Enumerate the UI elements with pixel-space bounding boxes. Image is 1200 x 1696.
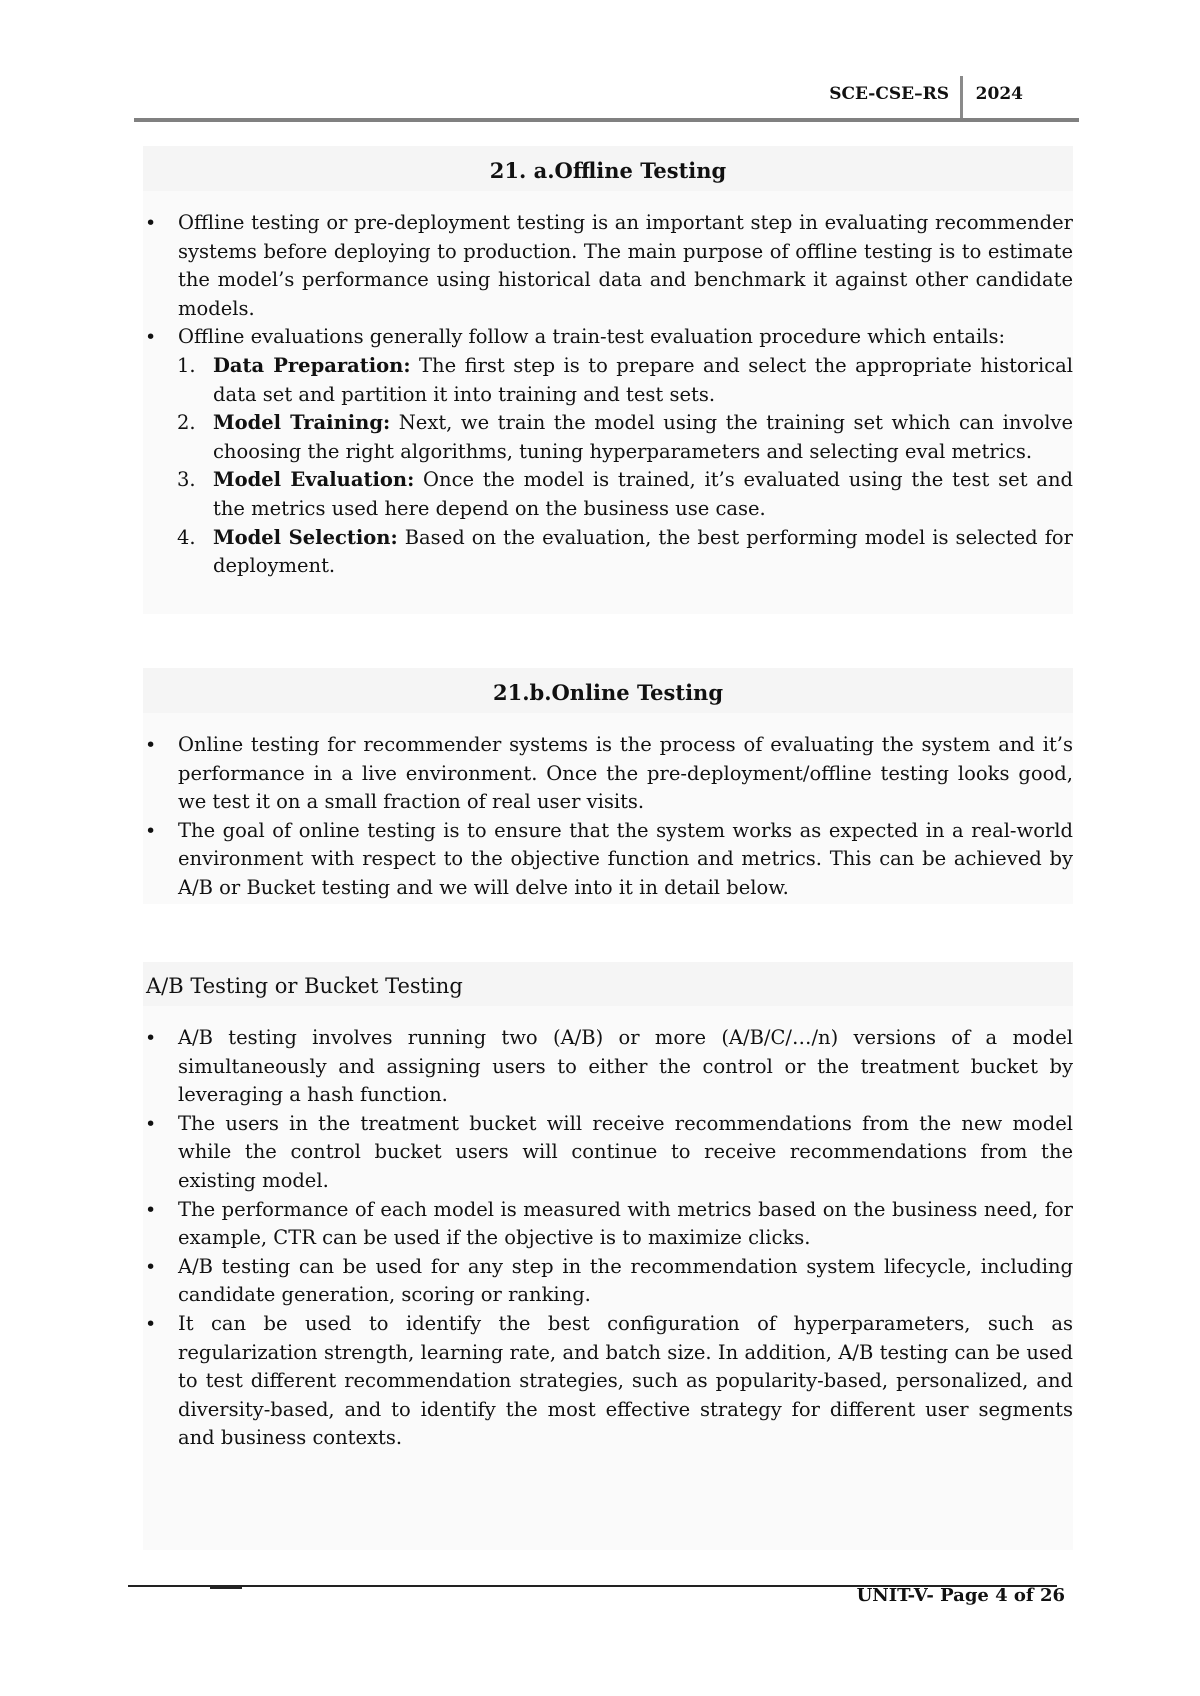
list-item: • A/B testing involves running two (A/B) or more (A/B/C/…/n) versions of a model simultaneously and assigning users to either the control or the treatment bucket by leveraging a hash function.: [178, 1024, 1073, 1110]
list-item: • It can be used to identify the best configuration of hyperparameters, such as regularization strength, learning rate, and batch size. In addition, A/B testing can be used to test different recommendation strategies, such as popularity-based, personalized, and diversity-based, and to identify the most effective strategy for different user segments and business contexts.: [178, 1310, 1073, 1453]
online-testing-section: [143, 668, 1073, 904]
offline-testing-heading: 21. a.Offline Testing: [143, 146, 1073, 191]
step-text: The first step is to prepare and select the appropriate historical data set and partition it into training and test sets.: [213, 353, 1073, 406]
online-bullet-list: [143, 731, 1073, 903]
page-number: UNIT-V- Page 4 of 26: [856, 1585, 1065, 1606]
online-testing-heading: 21.b.Online Testing: [143, 668, 1073, 713]
step-number: 3.: [177, 468, 196, 492]
step-item: [177, 466, 1073, 523]
step-text: Once the model is trained, it’s evaluated using the test set and the metrics used here depend on the business use case.: [213, 468, 1073, 520]
list-item: • Offline testing or pre-deployment testing is an important step in evaluating recommender systems before deploying to production. The main purpose of offline testing is to estimate the model’s performance using historical data and benchmark it against other candidate models.: [178, 209, 1073, 323]
list-item: • The goal of online testing is to ensure that the system works as expected in a real-world environment with respect to the objective function and metrics. This can be achieved by A/B or Bucket testing and we will delve into it in detail below.: [178, 817, 1073, 903]
list-item: [178, 323, 1073, 580]
step-number: 2.: [177, 411, 196, 435]
ab-testing-heading: A/B Testing or Bucket Testing: [143, 962, 1073, 1006]
header-year: 2024: [975, 84, 1023, 104]
list-item: • The performance of each model is measured with metrics based on the business need, for example, CTR can be used if the objective is to maximize clicks.: [178, 1196, 1073, 1253]
list-item-text: Offline evaluations generally follow a train-test evaluation procedure which entails:: [178, 325, 1006, 349]
step-term: Model Training:: [213, 411, 391, 435]
offline-bullet-list: [143, 209, 1073, 581]
evaluation-steps-list: [178, 352, 1073, 581]
step-item: [177, 524, 1073, 581]
ab-testing-section: [143, 962, 1073, 1550]
offline-testing-section: [143, 146, 1073, 614]
header-divider: [960, 76, 963, 118]
step-term: Data Preparation:: [213, 353, 411, 377]
step-term: Model Evaluation:: [213, 468, 415, 492]
list-item: • Online testing for recommender systems is the process of evaluating the system and it’s performance in a live environment. Once the pre-deployment/offline testing looks good, we test it on a small fraction of real user visits.: [178, 731, 1073, 817]
page-header: [134, 78, 1079, 116]
step-text: Based on the evaluation, the best performing model is selected for deployment.: [213, 525, 1073, 578]
list-item: • A/B testing can be used for any step in the recommendation system lifecycle, including candidate generation, scoring or ranking.: [178, 1253, 1073, 1310]
step-item: [177, 409, 1073, 466]
list-item: • The users in the treatment bucket will receive recommendations from the new model while the control bucket users will continue to receive recommendations from the existing model.: [178, 1110, 1073, 1196]
header-rule: [134, 118, 1079, 122]
step-text: Next, we train the model using the training set which can involve choosing the right algorithms, tuning hyperparameters and selecting eval metrics.: [213, 411, 1073, 463]
step-number: 1.: [177, 353, 196, 377]
step-item: [177, 352, 1073, 409]
step-number: 4.: [177, 525, 196, 549]
step-term: Model Selection:: [213, 525, 398, 549]
header-course-code: SCE-CSE–RS: [829, 84, 949, 104]
ab-bullet-list: [143, 1024, 1073, 1453]
page-footer: [128, 1585, 1073, 1625]
